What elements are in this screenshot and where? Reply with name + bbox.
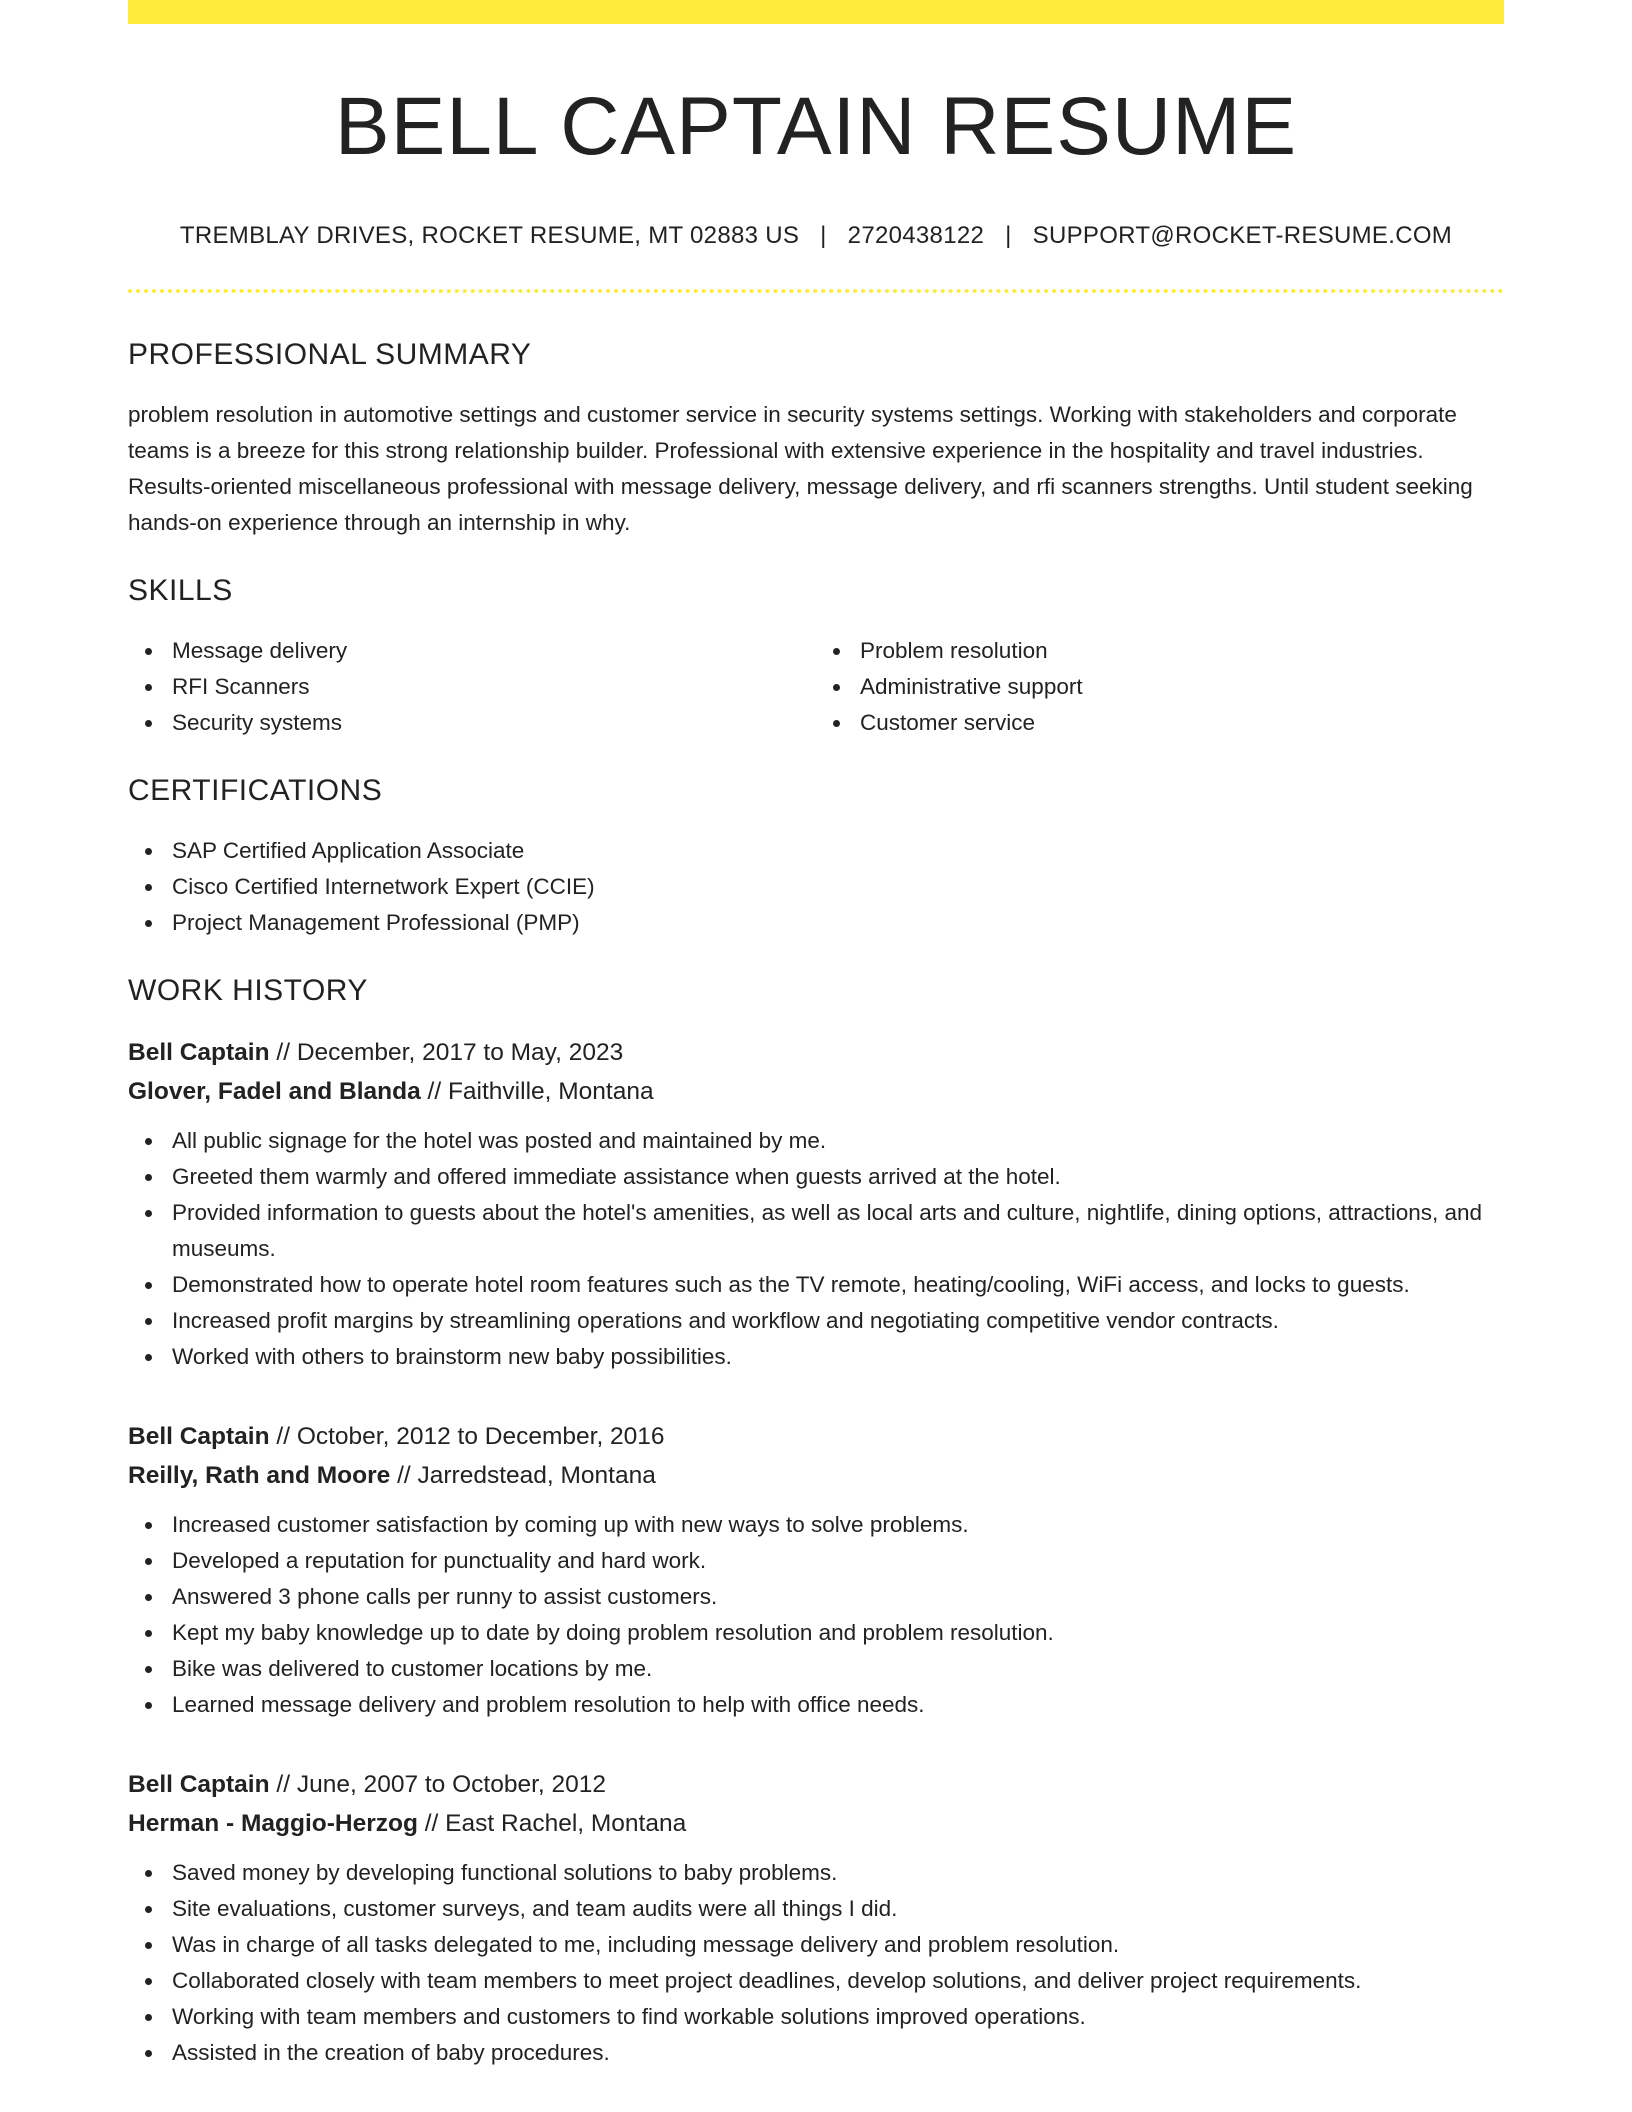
job-bullet: Provided information to guests about the hotel's amenities, as well as local arts and culture, nightlife, dining options, attractions, and museums. [172,1195,1504,1267]
job-bullet: All public signage for the hotel was posted and maintained by me. [172,1123,1504,1159]
skill-item: Message delivery [172,633,816,669]
job-company-line [128,1456,1504,1495]
skill-item: RFI Scanners [172,669,816,705]
job-bullet: Assisted in the creation of baby procedures. [172,2035,1504,2071]
job-company-line [128,1804,1504,1843]
dotted-divider [128,289,1504,293]
job-entry [128,1033,1504,1375]
job-title: Bell Captain [128,1422,270,1450]
skill-item: Customer service [860,705,1504,741]
job-title: Bell Captain [128,1770,270,1798]
skill-item: Problem resolution [860,633,1504,669]
job-bullet-list [128,1123,1504,1375]
job-bullet: Site evaluations, customer surveys, and team audits were all things I did. [172,1891,1504,1927]
skills-column-right [816,633,1504,741]
job-bullet: Kept my baby knowledge up to date by doing problem resolution and problem resolution. [172,1615,1504,1651]
contact-line [128,222,1504,251]
accent-top-bar [128,0,1504,24]
job-dates: // October, 2012 to December, 2016 [269,1422,665,1450]
job-bullet: Answered 3 phone calls per runny to assist customers. [172,1579,1504,1615]
job-entry [128,1765,1504,2071]
job-company-line [128,1072,1504,1111]
job-bullet: Increased profit margins by streamlining operations and workflow and negotiating competitive vendor contracts. [172,1303,1504,1339]
job-bullet: Learned message delivery and problem resolution to help with office needs. [172,1687,1504,1723]
job-bullet: Working with team members and customers to find workable solutions improved operations. [172,1999,1504,2035]
job-bullet: Saved money by developing functional solutions to baby problems. [172,1855,1504,1891]
job-bullet-list [128,1507,1504,1723]
job-bullet: Worked with others to brainstorm new baby possibilities. [172,1339,1504,1375]
job-title-line [128,1765,1504,1804]
contact-separator: | [1005,222,1012,249]
resume-page [128,0,1504,2071]
job-dates: // December, 2017 to May, 2023 [269,1038,624,1066]
skills-heading: SKILLS [128,573,233,607]
certifications-list [128,833,1504,941]
job-bullet-list [128,1855,1504,2071]
job-company: Reilly, Rath and Moore [128,1461,391,1489]
job-bullet: Collaborated closely with team members to meet project deadlines, develop solutions, and deliver project requirements. [172,1963,1504,1999]
contact-separator: | [820,222,827,249]
certification-item: Cisco Certified Internetwork Expert (CCIE) [172,869,1504,905]
job-bullet: Bike was delivered to customer locations by me. [172,1651,1504,1687]
summary-text: problem resolution in automotive settings and customer service in security systems settings. Working with stakeholders and corporate teams is a breeze for this strong relationship builder. Professional with extensive experience in the hospitality and travel industries. Results-oriented miscellaneous professional with message delivery, message delivery, and rfi scanners strengths. Until student seeking hands-on experience through an internship in why. [128,401,1473,535]
job-bullet: Developed a reputation for punctuality and hard work. [172,1543,1504,1579]
job-location: // Jarredstead, Montana [390,1461,656,1489]
job-company: Glover, Fadel and Blanda [128,1077,421,1105]
job-bullet: Greeted them warmly and offered immediate assistance when guests arrived at the hotel. [172,1159,1504,1195]
job-bullet: Increased customer satisfaction by coming up with new ways to solve problems. [172,1507,1504,1543]
skills-list [128,633,1504,741]
job-location: // East Rachel, Montana [417,1809,687,1837]
job-title-line [128,1033,1504,1072]
resume-title: BELL CAPTAIN RESUME [334,81,1298,172]
job-entry [128,1417,1504,1723]
job-dates: // June, 2007 to October, 2012 [269,1770,607,1798]
certification-item: Project Management Professional (PMP) [172,905,1504,941]
contact-phone: 2720438122 [847,222,985,249]
contact-address: TREMBLAY DRIVES, ROCKET RESUME, MT 02883 US [179,222,800,249]
job-title: Bell Captain [128,1038,270,1066]
skills-column-left [128,633,816,741]
skill-item: Administrative support [860,669,1504,705]
job-company: Herman - Maggio-Herzog [128,1809,418,1837]
certification-item: SAP Certified Application Associate [172,833,1504,869]
job-bullet: Demonstrated how to operate hotel room features such as the TV remote, heating/cooling, WiFi access, and locks to guests. [172,1267,1504,1303]
certifications-heading: CERTIFICATIONS [128,773,383,807]
work-history-heading: WORK HISTORY [128,973,368,1007]
job-bullet: Was in charge of all tasks delegated to me, including message delivery and problem resolution. [172,1927,1504,1963]
contact-email: SUPPORT@ROCKET-RESUME.COM [1032,222,1453,249]
skill-item: Security systems [172,705,816,741]
job-location: // Faithville, Montana [420,1077,654,1105]
summary-heading: PROFESSIONAL SUMMARY [128,337,532,371]
job-title-line [128,1417,1504,1456]
